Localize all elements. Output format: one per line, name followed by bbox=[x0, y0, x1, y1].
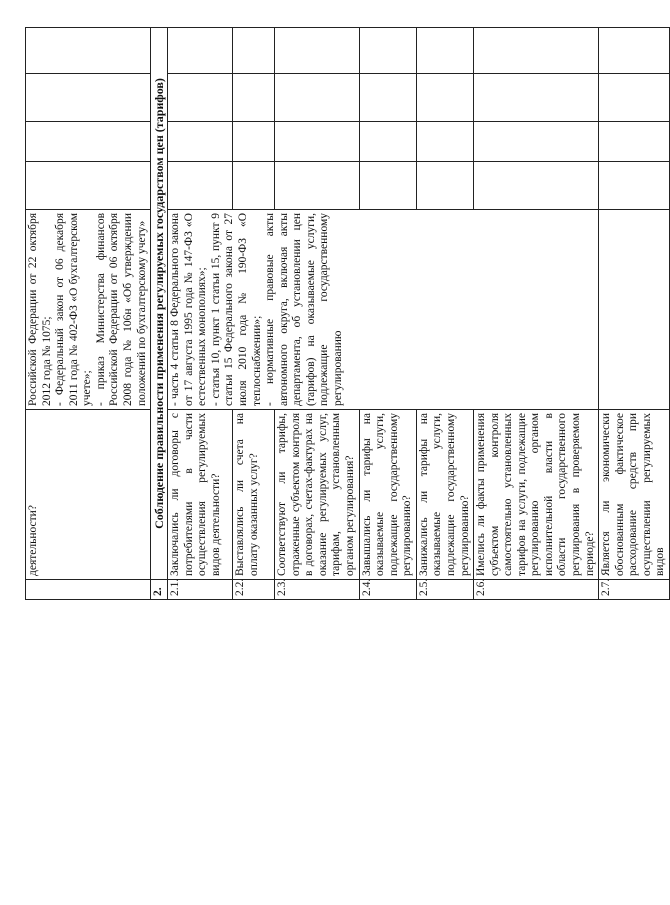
note-cell bbox=[359, 28, 416, 74]
checklist-table bbox=[25, 27, 670, 600]
answer-yes-cell bbox=[599, 162, 670, 210]
legal-basis-item: - нормативные правовые акты автономного округа, включая акты департамента, об установлении цен (тарифов) на оказываемые услуги, подлежащие государственному регулированию bbox=[264, 213, 344, 406]
note-cell bbox=[168, 28, 233, 74]
row-number-cell: 2.5. bbox=[416, 580, 473, 600]
answer-yes-cell bbox=[474, 162, 599, 210]
answer-yes-cell bbox=[26, 162, 151, 210]
not-applicable-cell bbox=[168, 74, 233, 122]
legal-basis-item: - Федеральный закон от 06 декабря 2011 года № 402-ФЗ «О бухгалтерском учете»; bbox=[54, 213, 94, 406]
not-applicable-cell bbox=[474, 74, 599, 122]
legal-basis-cell bbox=[26, 210, 151, 410]
table-row bbox=[599, 28, 670, 600]
question-cell: Завышались ли тарифы на оказываемые услуги, подлежащие государственному регулированию? bbox=[359, 410, 416, 580]
legal-basis-item: Российской Федерации от 22 октября 2012 года № 1075; bbox=[27, 213, 53, 406]
note-cell bbox=[599, 28, 670, 74]
answer-no-cell bbox=[233, 122, 275, 162]
answer-no-cell bbox=[474, 122, 599, 162]
row-number-cell: 2.3. bbox=[275, 580, 359, 600]
answer-yes-cell bbox=[168, 162, 233, 210]
section-number: 2. bbox=[151, 580, 168, 600]
row-number-cell: 2.4. bbox=[359, 580, 416, 600]
section-header-row bbox=[151, 28, 168, 600]
section-title: Соблюдение правильности применения регулируемых государством цен (тарифов) bbox=[151, 28, 168, 580]
legal-basis-cell bbox=[168, 210, 599, 410]
row-number-cell: 2.7. bbox=[599, 580, 670, 600]
legal-basis-cell bbox=[599, 210, 670, 410]
not-applicable-cell bbox=[233, 74, 275, 122]
not-applicable-cell bbox=[416, 74, 473, 122]
note-cell bbox=[275, 28, 359, 74]
answer-yes-cell bbox=[233, 162, 275, 210]
note-cell bbox=[26, 28, 151, 74]
question-cell bbox=[26, 410, 151, 580]
table-row bbox=[168, 28, 233, 600]
answer-no-cell bbox=[26, 122, 151, 162]
answer-no-cell bbox=[416, 122, 473, 162]
question-cell: Выставлялись ли счета на оплату оказанных услуг? bbox=[233, 410, 275, 580]
row-number-cell: 2.1. bbox=[168, 580, 233, 600]
answer-no-cell bbox=[599, 122, 670, 162]
legal-basis-item: - статья 10, пункт 1 статьи 15, пункт 9 статьи 15 Федерального закона от 27 июля 2010 года № 190-ФЗ «О теплоснабжении»; bbox=[209, 213, 263, 406]
answer-yes-cell bbox=[416, 162, 473, 210]
answer-no-cell bbox=[168, 122, 233, 162]
note-cell bbox=[416, 28, 473, 74]
question-cell: Занижались ли тарифы на оказываемые услуги, подлежащие государственному регулированию? bbox=[416, 410, 473, 580]
answer-no-cell bbox=[359, 122, 416, 162]
answer-yes-cell bbox=[359, 162, 416, 210]
not-applicable-cell bbox=[599, 74, 670, 122]
legal-basis-item: - приказ Министерства финансов Российской Федерации от 06 октября 2008 года № 106н «Об утверждении положений по бухгалтерскому учету» bbox=[94, 213, 148, 406]
not-applicable-cell bbox=[359, 74, 416, 122]
question-cell: Является ли экономически обоснованным фактическое расходование средств при осуществлении регулируемых видов bbox=[599, 410, 670, 580]
row-number-cell: 2.2. bbox=[233, 580, 275, 600]
row-number-cell: 2.6. bbox=[474, 580, 599, 600]
answer-no-cell bbox=[275, 122, 359, 162]
row-number-cell bbox=[26, 580, 151, 600]
question-cell: Заключались ли договоры с потребителями в части осуществления регулируемых видов деятельности? bbox=[168, 410, 233, 580]
not-applicable-cell bbox=[275, 74, 359, 122]
not-applicable-cell bbox=[26, 74, 151, 122]
legal-basis-item: - часть 4 статьи 8 Федерального закона от 17 августа 1995 года № 147-ФЗ «О естественных монополиях»; bbox=[169, 213, 209, 406]
table-row bbox=[26, 28, 151, 600]
question-cell: Соответствуют ли тарифы, отраженные субъектом контроля в договорах, счетах-фактурах на оказание регулируемых услуг, тарифам, установленным органом регулирования? bbox=[275, 410, 359, 580]
question-text: деятельности? bbox=[27, 505, 39, 576]
question-cell: Имелись ли факты применения субъектом контроля самостоятельно установленных тарифов на услуги, подлежащие регулированию органом исполнительной власти в области государственного регулирования в проверяемом периоде? bbox=[474, 410, 599, 580]
note-cell bbox=[233, 28, 275, 74]
rotated-checklist-table bbox=[25, 28, 667, 600]
answer-yes-cell bbox=[275, 162, 359, 210]
note-cell bbox=[474, 28, 599, 74]
